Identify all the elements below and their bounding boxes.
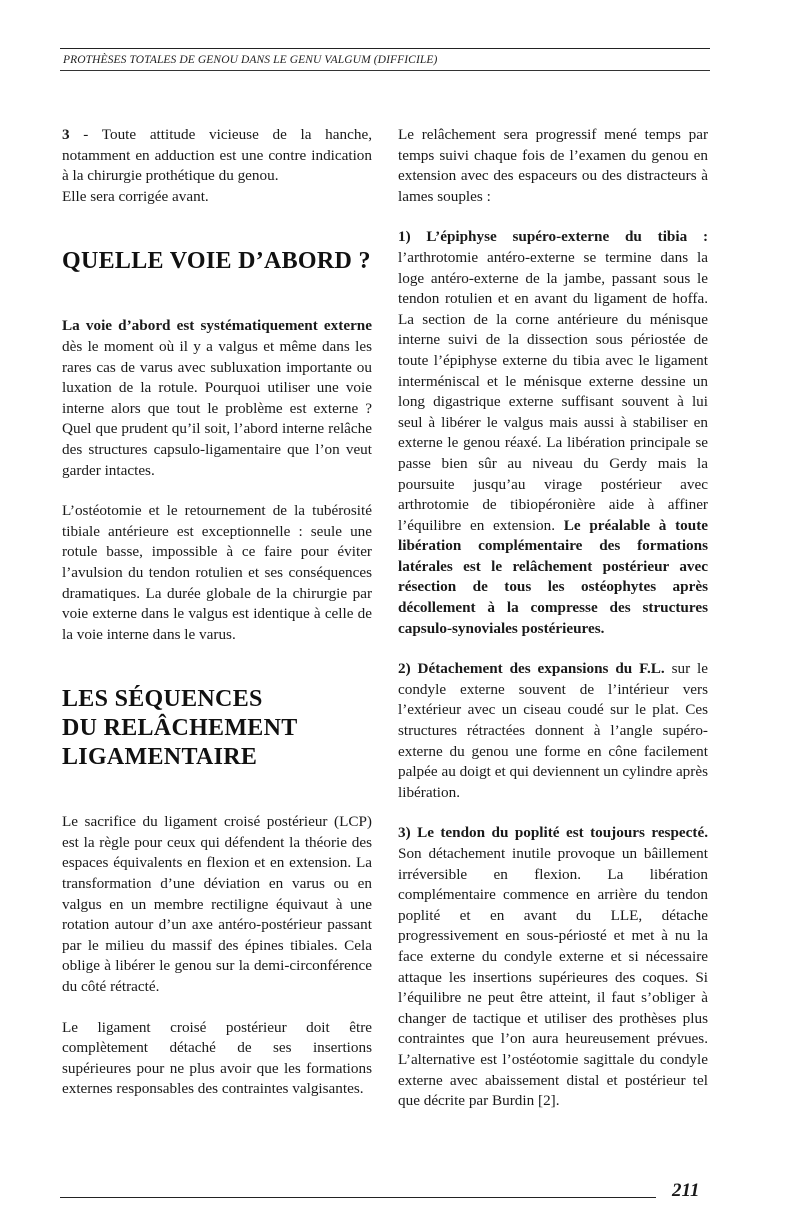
paragraph-progressive-release: Le relâchement sera progressif mené temps par temps suivi chaque fois de l’examen du genou en extension avec des espaceurs ou des distracteurs à lames souples :	[398, 126, 708, 205]
paragraph-step-3: 3) Le tendon du poplité est toujours respecté. Son détachement inutile provoque un bâillement irréversible en flexion. La libération complémentaire commence en arrière du tendon poplité et en avant du LLE, détache progressivement en sous-périosté et met à nu la face externe du condyle externe et si nécessaire attaque les insertions supérieures des coques. Si l’équilibre ne peut être atteint, il faut s’obliger à changer de tactique et utiliser des prothèses plus contraintes que l’on aura heureusement prévues. L’alternative est l’ostéotomie sagittale du condyle externe avec abaissement distal et postérieur tel que décrite par Burdin [2].	[398, 824, 708, 1110]
running-head: PROTHÈSES TOTALES DE GENOU DANS LE GENU VALGUM (DIFFICILE)	[63, 54, 438, 66]
right-column	[398, 125, 708, 1112]
paragraph-step-2: 2) Détachement des expansions du F.L. sur le condyle externe souvent de l’intérieur vers l’extérieur avec un ciseau coudé sur le plat. Ces structures rétractées donnent à l’angle supéro-externe du genou une forme en cône facilement palpée au doigt et qui deviennent un cylindre après libération.	[398, 660, 708, 801]
left-column	[62, 125, 372, 1100]
section-heading-approach: QUELLE VOIE D’ABORD ?	[62, 248, 371, 275]
footer-rule	[60, 1197, 656, 1198]
item-number: 3	[62, 126, 70, 143]
paragraph-hip-attitude: 3 - Toute attitude vicieuse de la hanche, notamment en adduction est une contre indication à la chirurgie prothétique du genou. Elle sera corrigée avant.	[62, 126, 372, 205]
paragraph-step-1: 1) L’épiphyse supéro-externe du tibia : l’arthrotomie antéro-externe se termine dans la loge antéro-externe de la jambe, passant sous le tendon rotulien et en avant du ligament de hoffa. La section de la corne antérieure du ménisque interne suivi de la dissection sous périostée de toute l’épiphyse externe du tibia avec le ligament interméniscal et le ménisque externe dessine un long digastrique externe suffisant souvent à lui seul à libérer le valgus mais aussi à stabiliser en externe le genou réaxé. La libération principale se passe bien sûr au niveau du Gerdy mais la poursuite jusqu’au virage postérieur avec arthrotomie de tibiopéronière aide à affiner l’équilibre en extension. Le préalable à toute libération complémentaire des formations latérales est le relâchement postérieur avec résection de tous les ostéophytes après décollement à la compresse des structures capsulo-synoviales postérieures.	[398, 228, 708, 637]
paragraph-external-approach: La voie d’abord est systématiquement externe dès le moment où il y a valgus et même dans les rares cas de varus avec subluxation importante ou luxation de la rotule. Pourquoi utiliser une voie interne alors que tout le problème est externe ? Quel que prudent qu’il soit, l’abord interne relâche des structures capsulo-ligamentaire que l’on veut garder intactes.	[62, 317, 372, 479]
header-rule-top	[60, 48, 710, 49]
paragraph-osteotomy: L’ostéotomie et le retournement de la tubérosité tibiale antérieure est exceptionnelle : seule une rotule basse, impossible à ce faire pour éviter l’avulsion du tendon rotulien et ses conséquences dramatiques. La durée globale de la chirurgie par voie externe dans le valgus est identique à celle de la voie interne dans le varus.	[62, 502, 372, 643]
header-rule-bottom	[60, 70, 710, 71]
page-number: 211	[672, 1180, 700, 1201]
section-heading-sequences: LES SÉQUENCES DU RELÂCHEMENT LIGAMENTAIRE	[62, 686, 298, 771]
paragraph-lcp-sacrifice: Le sacrifice du ligament croisé postérieur (LCP) est la règle pour ceux qui défendent la théorie des espaces équivalents en flexion et en extension. La transformation d’une déviation en varus ou en valgus en un membre rectiligne équivaut à une rotation autour d’un axe antéro-postérieur passant par le milieu du massif des épines tibiales. Cela oblige à libérer le genou sur la demi-circonférence du côté rétracté.	[62, 813, 372, 996]
paragraph-lcp-detachment: Le ligament croisé postérieur doit être complètement détaché de ses insertions supérieures pour ne plus avoir que les formations externes responsables des contraintes valgisantes.	[62, 1018, 372, 1098]
